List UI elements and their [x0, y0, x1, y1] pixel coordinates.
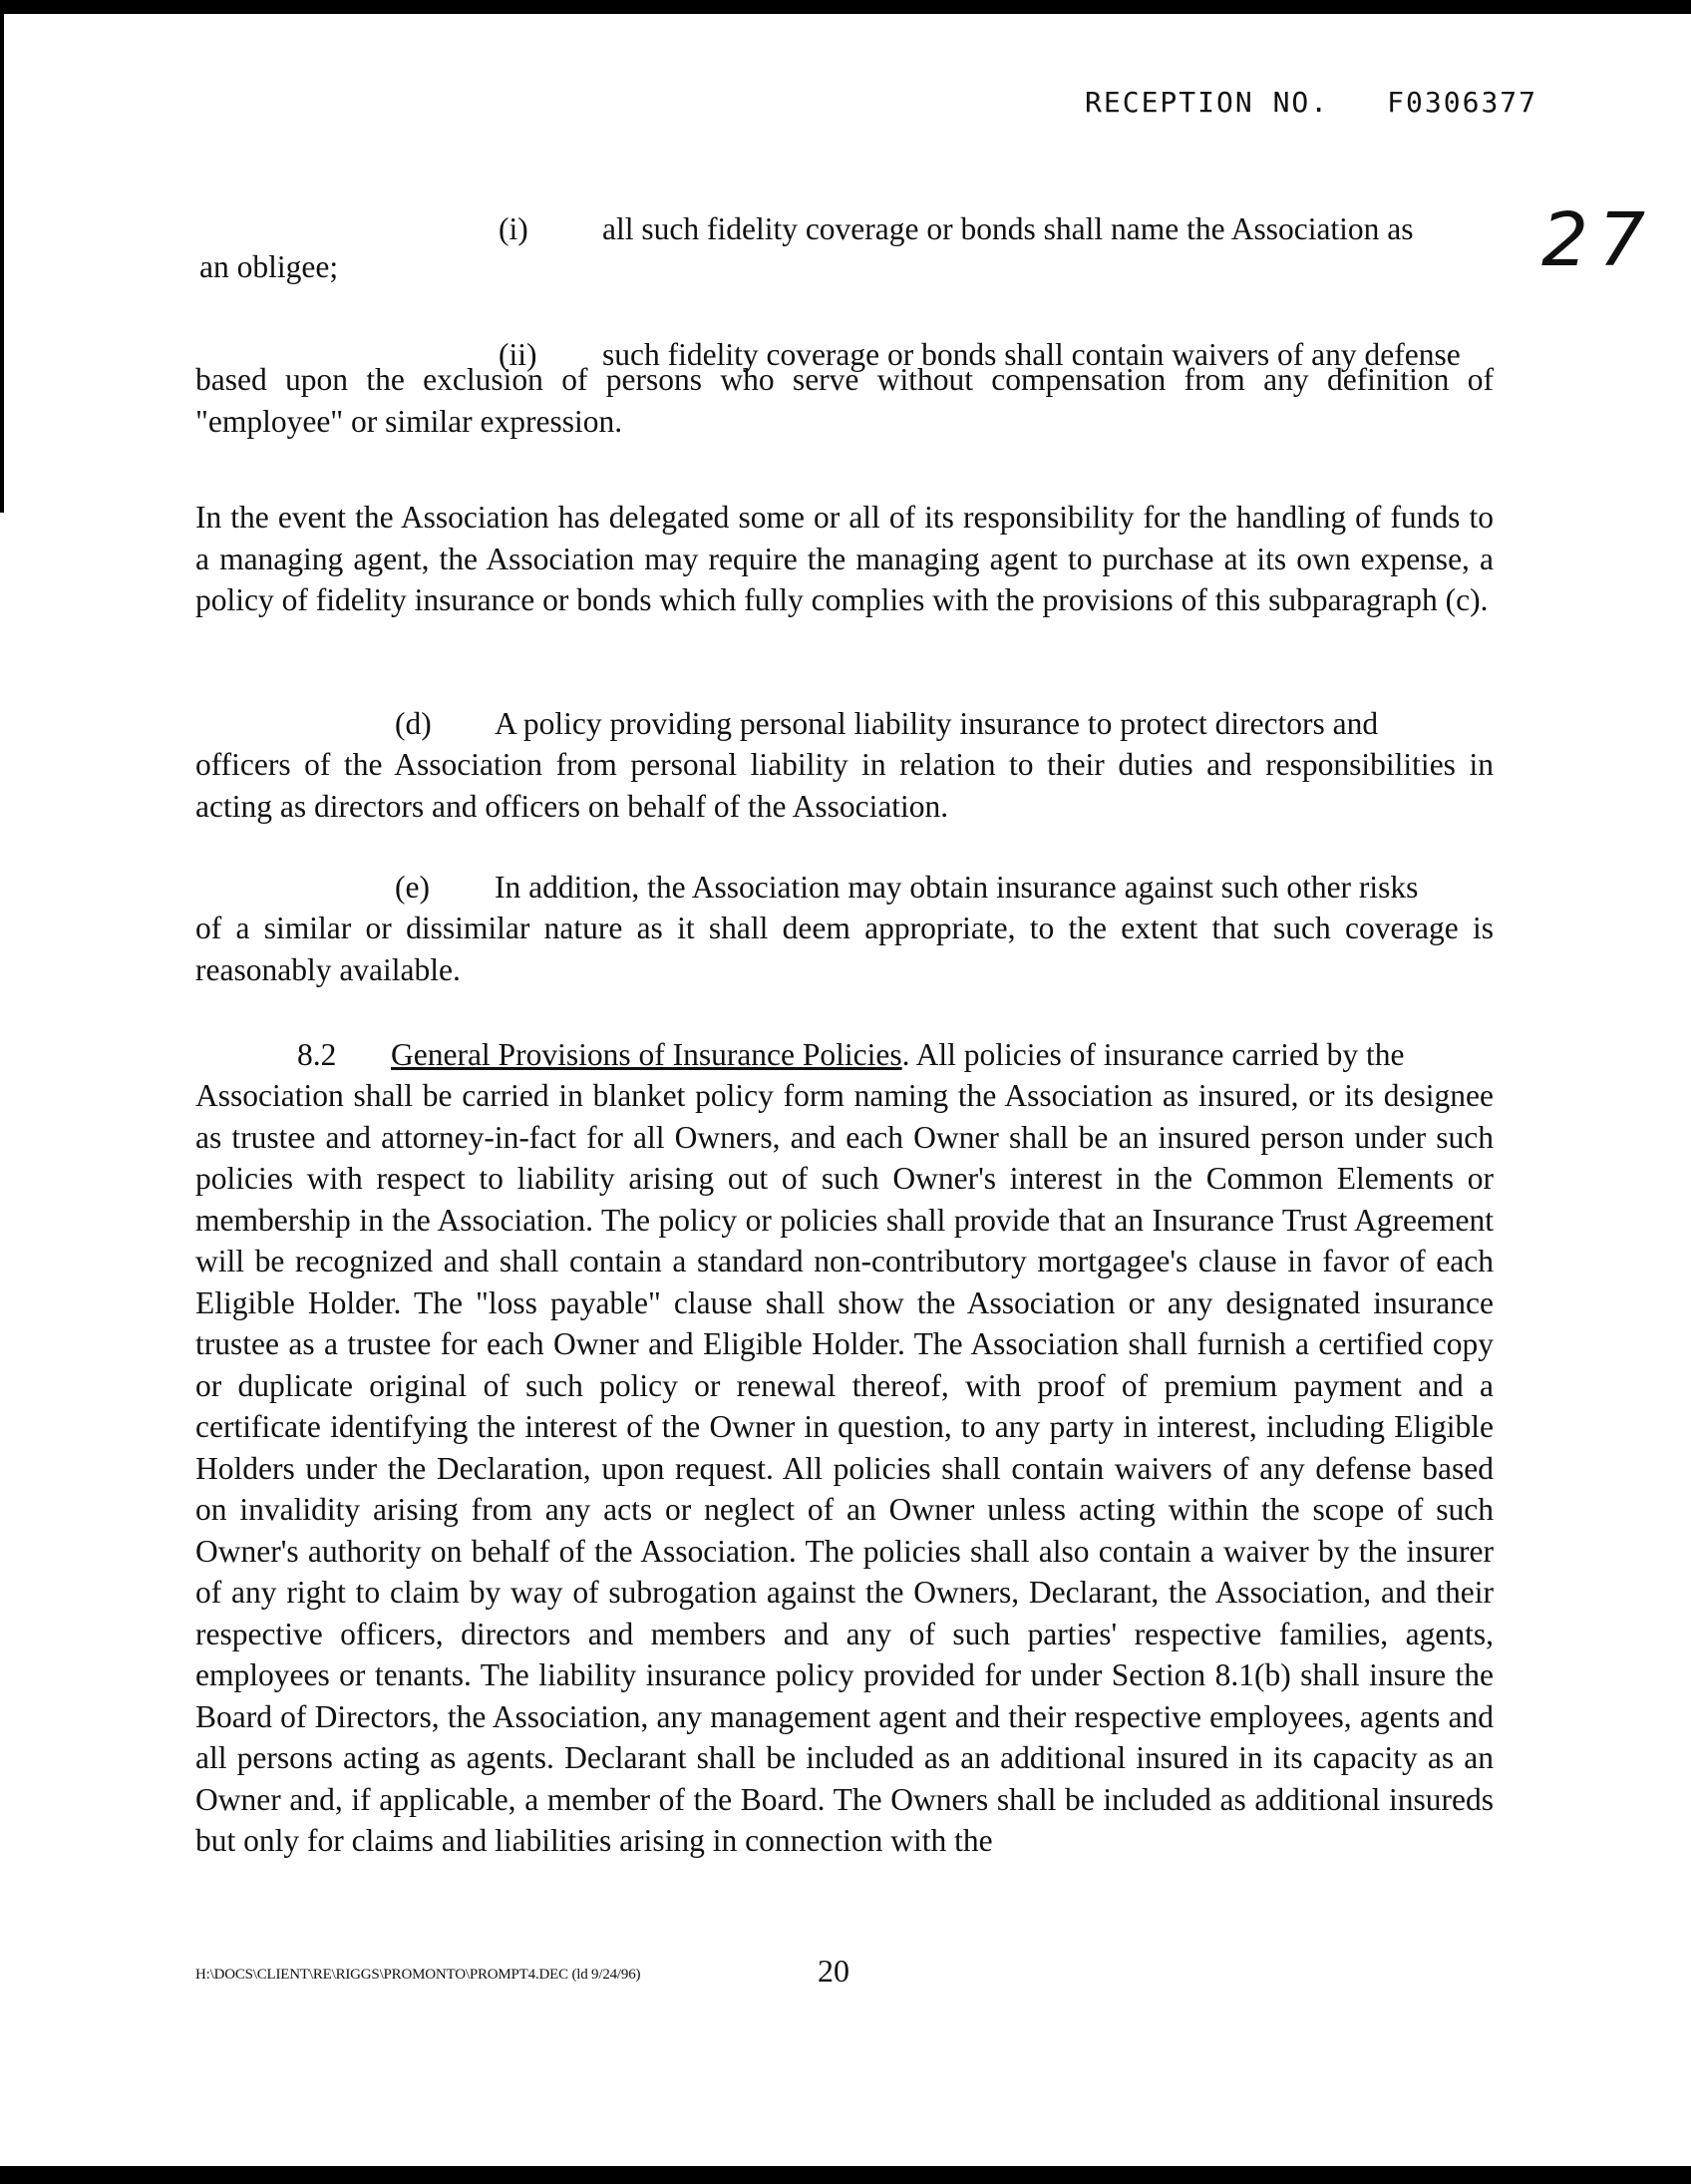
footer-file-path: H:\DOCS\CLIENT\RE\RIGGS\PROMONTO\PROMPT4.DEC (ld 9/24/96) — [195, 1967, 641, 1983]
item-e-marker: (e) — [395, 870, 430, 905]
scan-edge-top — [0, 0, 1691, 14]
item-ii-continuation: based upon the exclusion of persons who serve without compensation from any definition of "employee" or similar expression. — [195, 362, 1494, 439]
section-8-2-number: 8.2 — [297, 1037, 337, 1072]
item-i-second-line: an obligee; — [199, 249, 339, 284]
scan-edge-left — [0, 14, 4, 513]
section-8-2-body: Association shall be carried in blanket policy form naming the Association as insured, or its designee as trustee and attorney-in-fact for all Owners, and each Owner shall be an insured person under such policies with respect to liability arising out of such Owner's interest in the Common Elements or membership in the Association. The policy or policies shall provide that an Insurance Trust Agreement will be recognized and shall contain a standard non-contributory mortgagee's clause in favor of each Eligible Holder. The "loss payable" clause shall show the Association or any designated insurance trustee as a trustee for each Owner and Eligible Holder. The Association shall furnish a certified copy or duplicate original of such policy or renewal thereof, with proof of premium payment and a certificate identifying the interest of the Owner in question, to any party in interest, including Eligible Holders under the Declaration, upon request. All policies shall contain waivers of any defense based on invalidity arising from any acts or neglect of an Owner unless acting within the scope of such Owner's authority on behalf of the Association. The policies shall also contain a waiver by the insurer of any right to claim by way of subrogation against the Owners, Declarant, the Association, and their respective officers, directors and members and any of such parties' respective families, agents, employees or tenants. The liability insurance policy provided for under Section 8.1(b) shall insure the Board of Directors, the Association, any management agent and their respective employees, agents and all persons acting as agents. Declarant shall be included as an additional insured in its capacity as an Owner and, if applicable, a member of the Board. The Owners shall be included as additional insureds but only for claims and liabilities arising in connection with the — [195, 1078, 1494, 1858]
item-d-first-line: A policy providing personal liability insurance to protect directors and — [495, 706, 1379, 741]
reception-label: RECEPTION NO. — [1085, 86, 1330, 119]
item-ii-first-line: such fidelity coverage or bonds shall contain waivers of any defense — [602, 337, 1461, 372]
section-8-2-first-line-tail: . All policies of insurance carried by the — [901, 1037, 1405, 1072]
delegation-paragraph: In the event the Association has delegated some or all of its responsibility for the handling of funds to a managing agent, the Association may require the managing agent to purchase at its own expense, a policy of fidelity insurance or bonds which fully complies with the provisions of this subparagraph (c). — [195, 500, 1494, 617]
item-i-first-line: all such fidelity coverage or bonds shall name the Association as — [602, 211, 1414, 246]
reception-stamp — [1085, 86, 1537, 119]
reception-number: F0306377 — [1387, 86, 1538, 119]
scan-edge-bottom — [0, 2166, 1691, 2184]
item-d-continuation: officers of the Association from personal liability in relation to their duties and responsibilities in acting as directors and officers on behalf of the Association. — [195, 747, 1494, 824]
item-d-marker: (d) — [395, 706, 432, 741]
handwritten-page-number: 27 — [1541, 197, 1656, 283]
item-i-marker: (i) — [499, 211, 528, 246]
item-e-first-line: In addition, the Association may obtain insurance against such other risks — [495, 870, 1419, 905]
section-8-2-heading: General Provisions of Insurance Policies — [391, 1037, 902, 1072]
item-ii-marker: (ii) — [499, 337, 537, 372]
page-number: 20 — [818, 1953, 849, 1989]
section-8-2-first-line — [391, 1037, 1404, 1073]
item-e-continuation: of a similar or dissimilar nature as it shall deem appropriate, to the extent that such coverage is reasonably available. — [195, 910, 1494, 987]
